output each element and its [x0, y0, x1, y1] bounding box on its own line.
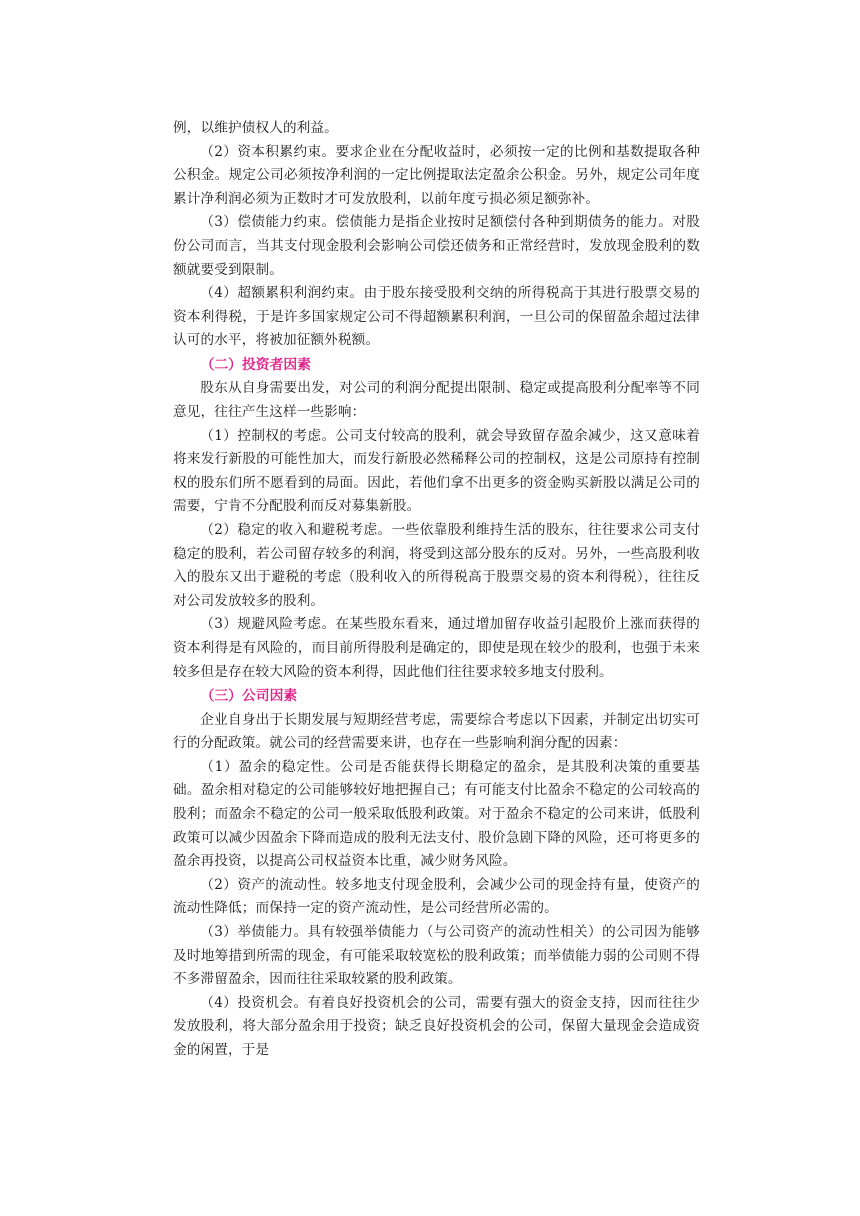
paragraph-control-right: （1）控制权的考虑。公司支付较高的股利，就会导致留存盈余减少，这又意味着将来发行新股的可能性加大，而发行新股必然稀释公司的控制权，这是公司原持有控制权的股东们所不愿看到的局面。因此，若他们拿不出更多的资金购买新股以满足公司的需要，宁肯不分配股利而反对募集新股。	[173, 427, 700, 515]
paragraph-investment-opportunity: （4）投资机会。有着良好投资机会的公司，需要有强大的资金支持，因而往往少发放股利，将大部分盈余用于投资；缺乏良好投资机会的公司，保留大量现金会造成资金的闲置，于是	[173, 994, 700, 1058]
paragraph-asset-liquidity: （2）资产的流动性。较多地支付现金股利，会减少公司的现金持有量，使资产的流动性降低；而保持一定的资产流动性，是公司经营所必需的。	[173, 876, 700, 917]
paragraph-stable-income: （2）稳定的收入和避税考虑。一些依靠股利维持生活的股东，往往要求公司支付稳定的股利，若公司留存较多的利润，将受到这部分股东的反对。另外，一些高股利收入的股东又出于避税的考虑（股利收入的所得税高于股票交易的资本利得税），往往反对公司发放较多的股利。	[173, 522, 700, 609]
paragraph-investor-intro: 股东从自身需要出发，对公司的利润分配提出限制、稳定或提高股利分配率等不同意见，往往产生这样一些影响：	[173, 380, 700, 421]
paragraph-solvency: （3）偿债能力约束。偿债能力是指企业按时足额偿付各种到期债务的能力。对股份公司而言，当其支付现金股利会影响公司偿还债务和正常经营时，发放现金股利的数额就要受到限制。	[173, 214, 700, 278]
paragraph-capital-accumulation: （2）资本积累约束。要求企业在分配收益时，必须按一定的比例和基数提取各种公积金。规定公司必须按净利润的一定比例提取法定盈余公积金。另外，规定公司年度累计净利润必须为正数时才可发放股利，以前年度亏损必须足额弥补。	[173, 143, 700, 207]
paragraph-earnings-stability: （1）盈余的稳定性。公司是否能获得长期稳定的盈余，是其股利决策的重要基础。盈余相对稳定的公司能够较好地把握自己；有可能支付比盈余不稳定的公司较高的股利；而盈余不稳定的公司一般采取低股利政策。对于盈余不稳定的公司来讲，低股利政策可以减少因盈余下降而造成的股利无法支付、股价急剧下降的风险，还可将更多的盈余再投资，以提高公司权益资本比重，减少财务风险。	[173, 758, 700, 870]
paragraph-excess-profit: （4）超额累积利润约束。由于股东接受股利交纳的所得税高于其进行股票交易的资本利得税，于是许多国家规定公司不得超额累积利润，一旦公司的保留盈余超过法律认可的水平，将被加征额外税额。	[173, 285, 700, 349]
section-heading-company-factors: （三）公司因素	[200, 688, 298, 705]
paragraph-risk-avoidance: （3）规避风险考虑。在某些股东看来，通过增加留存收益引起股价上涨而获得的资本利得是有风险的，而目前所得股利是确定的，即使是现在较少的股利，也强于未来较多但是存在较大风险的资本利得，因此他们往往要求较多地支付股利。	[173, 616, 700, 680]
paragraph-borrowing-capacity: （3）举债能力。具有较强举债能力（与公司资产的流动性相关）的公司因为能够及时地筹措到所需的现金，有可能采取较宽松的股利政策；而举债能力弱的公司则不得不多滞留盈余，因而往往采取较紧的股利政策。	[173, 924, 700, 988]
paragraph-continuation: 例，以维护债权人的利益。	[173, 120, 338, 136]
section-heading-investor-factors: （二）投资者因素	[200, 356, 311, 373]
document-body	[173, 117, 700, 1063]
paragraph-company-intro: 企业自身出于长期发展与短期经营考虑，需要综合考虑以下因素，并制定出切实可行的分配政策。就公司的经营需要来讲，也存在一些影响利润分配的因素：	[173, 711, 700, 752]
